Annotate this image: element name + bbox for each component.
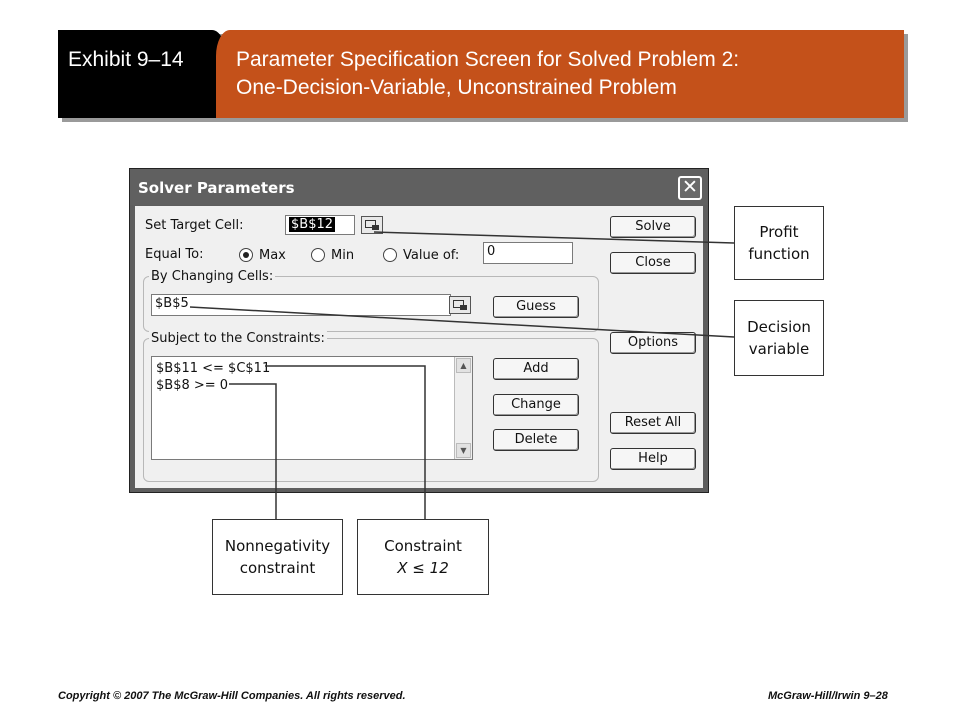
min-radio-label: Min [331,248,355,263]
change-button[interactable]: Change [493,394,579,416]
constraint-connector [265,366,425,519]
changing-cells-label: By Changing Cells: [151,269,274,284]
changing-cells-input[interactable]: $B$5 [151,294,451,316]
dialog-title: Solver Parameters [138,179,295,197]
copyright-text: Copyright © 2007 The McGraw-Hill Companies. All rights reserved. [58,690,406,702]
constraint-item[interactable]: $B$11 <= $C$11 [156,361,271,376]
page-number: McGraw-Hill/Irwin 9–28 [768,690,888,702]
nonnegativity-constraint-callout [212,519,343,595]
decision-variable-callout [734,300,824,376]
constraint-callout [357,519,489,595]
profit-connector [374,232,734,243]
scroll-up-icon[interactable]: ▲ [456,358,471,373]
add-button[interactable]: Add [493,358,579,380]
constraint-item[interactable]: $B$8 >= 0 [156,378,229,393]
max-radio-label: Max [259,248,286,263]
options-button[interactable]: Options [610,332,696,354]
equal-to-label: Equal To: [145,247,204,262]
close-icon[interactable]: ✕ [678,176,702,200]
profit-function-callout [734,206,824,280]
decision-callout-line2: variable [748,340,810,358]
delete-button[interactable]: Delete [493,429,579,451]
value-of-input[interactable]: 0 [483,242,573,264]
profit-callout-line2: function [748,245,810,263]
constraint-callout-line1: Constraint [384,537,462,555]
banner-title-line2: One-Decision-Variable, Unconstrained Problem [236,76,677,99]
exhibit-label: Exhibit 9–14 [68,48,184,71]
guess-button[interactable]: Guess [493,296,579,318]
close-button[interactable]: Close [610,252,696,274]
help-button[interactable]: Help [610,448,696,470]
set-target-cell-label: Set Target Cell: [145,218,244,233]
solve-button[interactable]: Solve [610,216,696,238]
nonneg-callout-line1: Nonnegativity [224,537,331,555]
profit-callout-line1: Profit [759,223,799,241]
decision-callout-line1: Decision [747,318,811,336]
nonneg-callout-line2: constraint [239,559,316,577]
constraints-label: Subject to the Constraints: [151,331,325,346]
nonnegativity-connector [229,384,276,519]
reset-all-button[interactable]: Reset All [610,412,696,434]
constraint-callout-line2: X ≤ 12 [397,559,449,577]
decision-connector [190,307,734,337]
banner-title-line1: Parameter Specification Screen for Solved Problem 2: [236,48,740,71]
scroll-down-icon[interactable]: ▼ [456,443,471,458]
target-cell-value: $B$12 [291,217,334,232]
value-of-radio-label: Value of: [403,248,460,263]
